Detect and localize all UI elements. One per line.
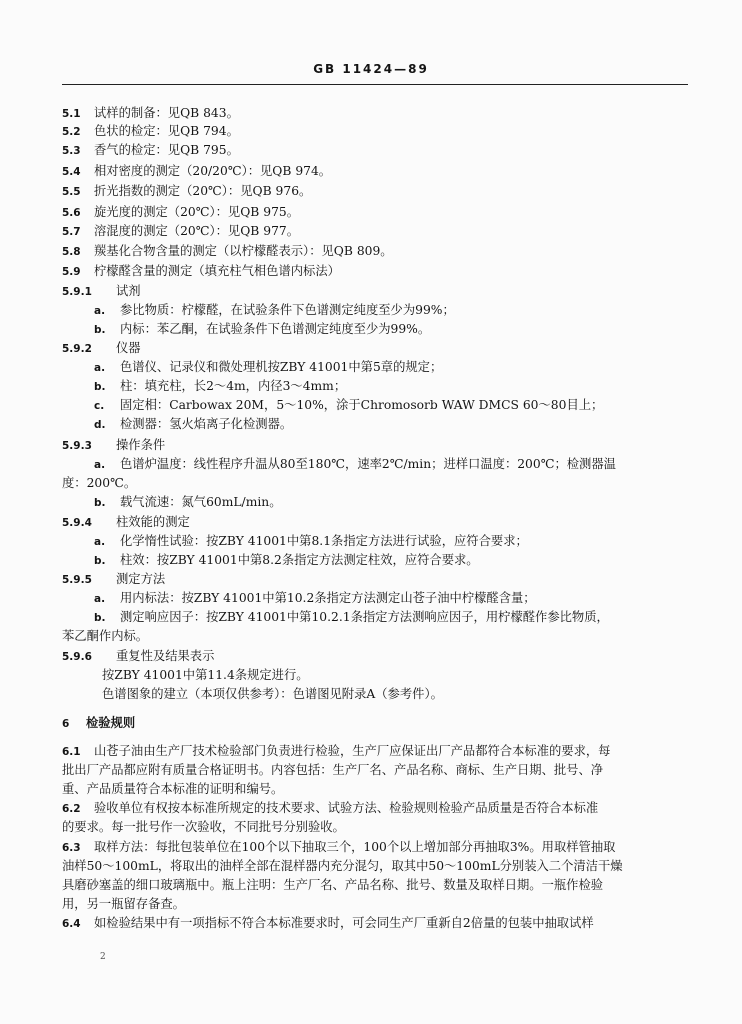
line-5-9-5-b: b. 测定响应因子：按ZBY 41001中第10.2.1条指定方法测响应因子，用柠檬醛作参比物质， [94,610,609,624]
line-5-7: 5.7 溶混度的测定（20℃）：见QB 977。 [62,224,300,238]
line-5-9-6-p2: 色谱图象的建立（本项仅供参考）：色谱图见附录A（参考件）。 [102,687,443,701]
line-6-3: 6.3 取样方法：每批包装单位在100个以下抽取三个，100个以上增加部分再抽取3%。用取样管抽取 [62,840,616,854]
line-5-3: 5.3 香气的检定：见QB 795。 [62,143,239,157]
line-5-9-5-a: a. 用内标法：按ZBY 41001中第10.2条指定方法测定山苍子油中柠檬醛含量； [94,591,536,605]
line-5-9-2-b: b. 柱：填充柱，长2～4m，内径3～4mm； [94,379,347,393]
line-5-9-3-a: a. 色谱炉温度：线性程序升温从80至180℃，速率2℃/min；进样口温度：200℃；检测器温 [94,457,616,471]
line-5-9-2: 5.9.2 仪器 [62,341,141,355]
line-5-9-5-b-cont: 苯乙酮作内标。 [62,629,149,643]
line-5-9-4-a: a. 化学惰性试验：按ZBY 41001中第8.1条指定方法进行试验，应符合要求； [94,534,528,548]
line-5-9-4: 5.9.4 柱效能的测定 [62,515,190,529]
page-number: 2 [100,952,106,962]
line-5-9-4-b: b. 柱效：按ZBY 41001中第8.2条指定方法测定柱效，应符合要求。 [94,553,479,567]
line-5-9-1-a: a. 参比物质：柠檬醛，在试验条件下色谱测定纯度至少为99%； [94,303,455,317]
line-5-9-5: 5.9.5 测定方法 [62,572,166,586]
section-6-heading: 6 检验规则 [62,715,136,730]
line-6-4: 6.4 如检验结果中有一项指标不符合本标准要求时，可会同生产厂重新自2倍量的包装中抽取试样 [62,916,594,930]
line-5-9-3: 5.9.3 操作条件 [62,438,166,452]
line-5-9-6-p1: 按ZBY 41001中第11.4条规定进行。 [102,668,309,682]
line-5-5: 5.5 折光指数的测定（20℃）：见QB 976。 [62,184,312,198]
header-rule [62,84,688,85]
line-5-9-1-b: b. 内标：苯乙酮，在试验条件下色谱测定纯度至少为99%。 [94,322,431,336]
line-5-8: 5.8 羰基化合物含量的测定（以柠檬醛表示）：见QB 809。 [62,244,393,258]
line-5-6: 5.6 旋光度的测定（20℃）：见QB 975。 [62,205,300,219]
line-5-9-2-a: a. 色谱仪、记录仪和微处理机按ZBY 41001中第5章的规定； [94,360,443,374]
line-5-9-6: 5.9.6 重复性及结果表示 [62,649,215,663]
line-5-9-2-c: c. 固定相：Carbowax 20M，5～10%，涂于Chromosorb WAW DMCS 60～80目上； [94,398,604,412]
line-5-2: 5.2 色状的检定：见QB 794。 [62,124,239,138]
line-6-1-cont-1: 批出厂产品都应附有质量合格证明书。内容包括：生产厂名、产品名称、商标、生产日期、批号、净 [62,763,604,777]
line-5-9-3-a-cont: 度：200℃。 [62,476,137,490]
line-6-2-cont: 的要求。每一批号作一次验收，不同批号分别验收。 [62,820,345,834]
line-6-1: 6.1 山苍子油由生产厂技术检验部门负责进行检验，生产厂应保证出厂产品都符合本标准的要求，每 [62,744,611,758]
line-5-9-3-b: b. 载气流速：氮气60mL/min。 [94,495,282,509]
line-5-9-1: 5.9.1 试剂 [62,284,141,298]
line-6-2: 6.2 验收单位有权按本标准所规定的技术要求、试验方法、检验规则检验产品质量是否符合本标准 [62,801,599,815]
line-6-3-cont-3: 用，另一瓶留存备查。 [62,897,185,911]
standard-header: GB 11424—89 [313,62,429,76]
line-5-9-2-d: d. 检测器：氢火焰离子化检测器。 [94,417,293,431]
line-5-1: 5.1 试样的制备：见QB 843。 [62,106,239,120]
line-5-9: 5.9 柠檬醛含量的测定（填充柱气相色谱内标法） [62,264,340,278]
line-6-3-cont-2: 具磨砂塞盖的细口玻璃瓶中。瓶上注明：生产厂名、产品名称、批号、数量及取样日期。一瓶作检验 [62,878,604,892]
line-6-1-cont-2: 重、产品质量符合本标准的证明和编号。 [62,782,284,796]
line-6-3-cont-1: 油样50～100mL，将取出的油样全部在混样器内充分混匀，取其中50～100mL分别装入二个清洁干燥 [62,859,623,873]
line-5-4: 5.4 相对密度的测定（20/20℃）：见QB 974。 [62,164,332,178]
